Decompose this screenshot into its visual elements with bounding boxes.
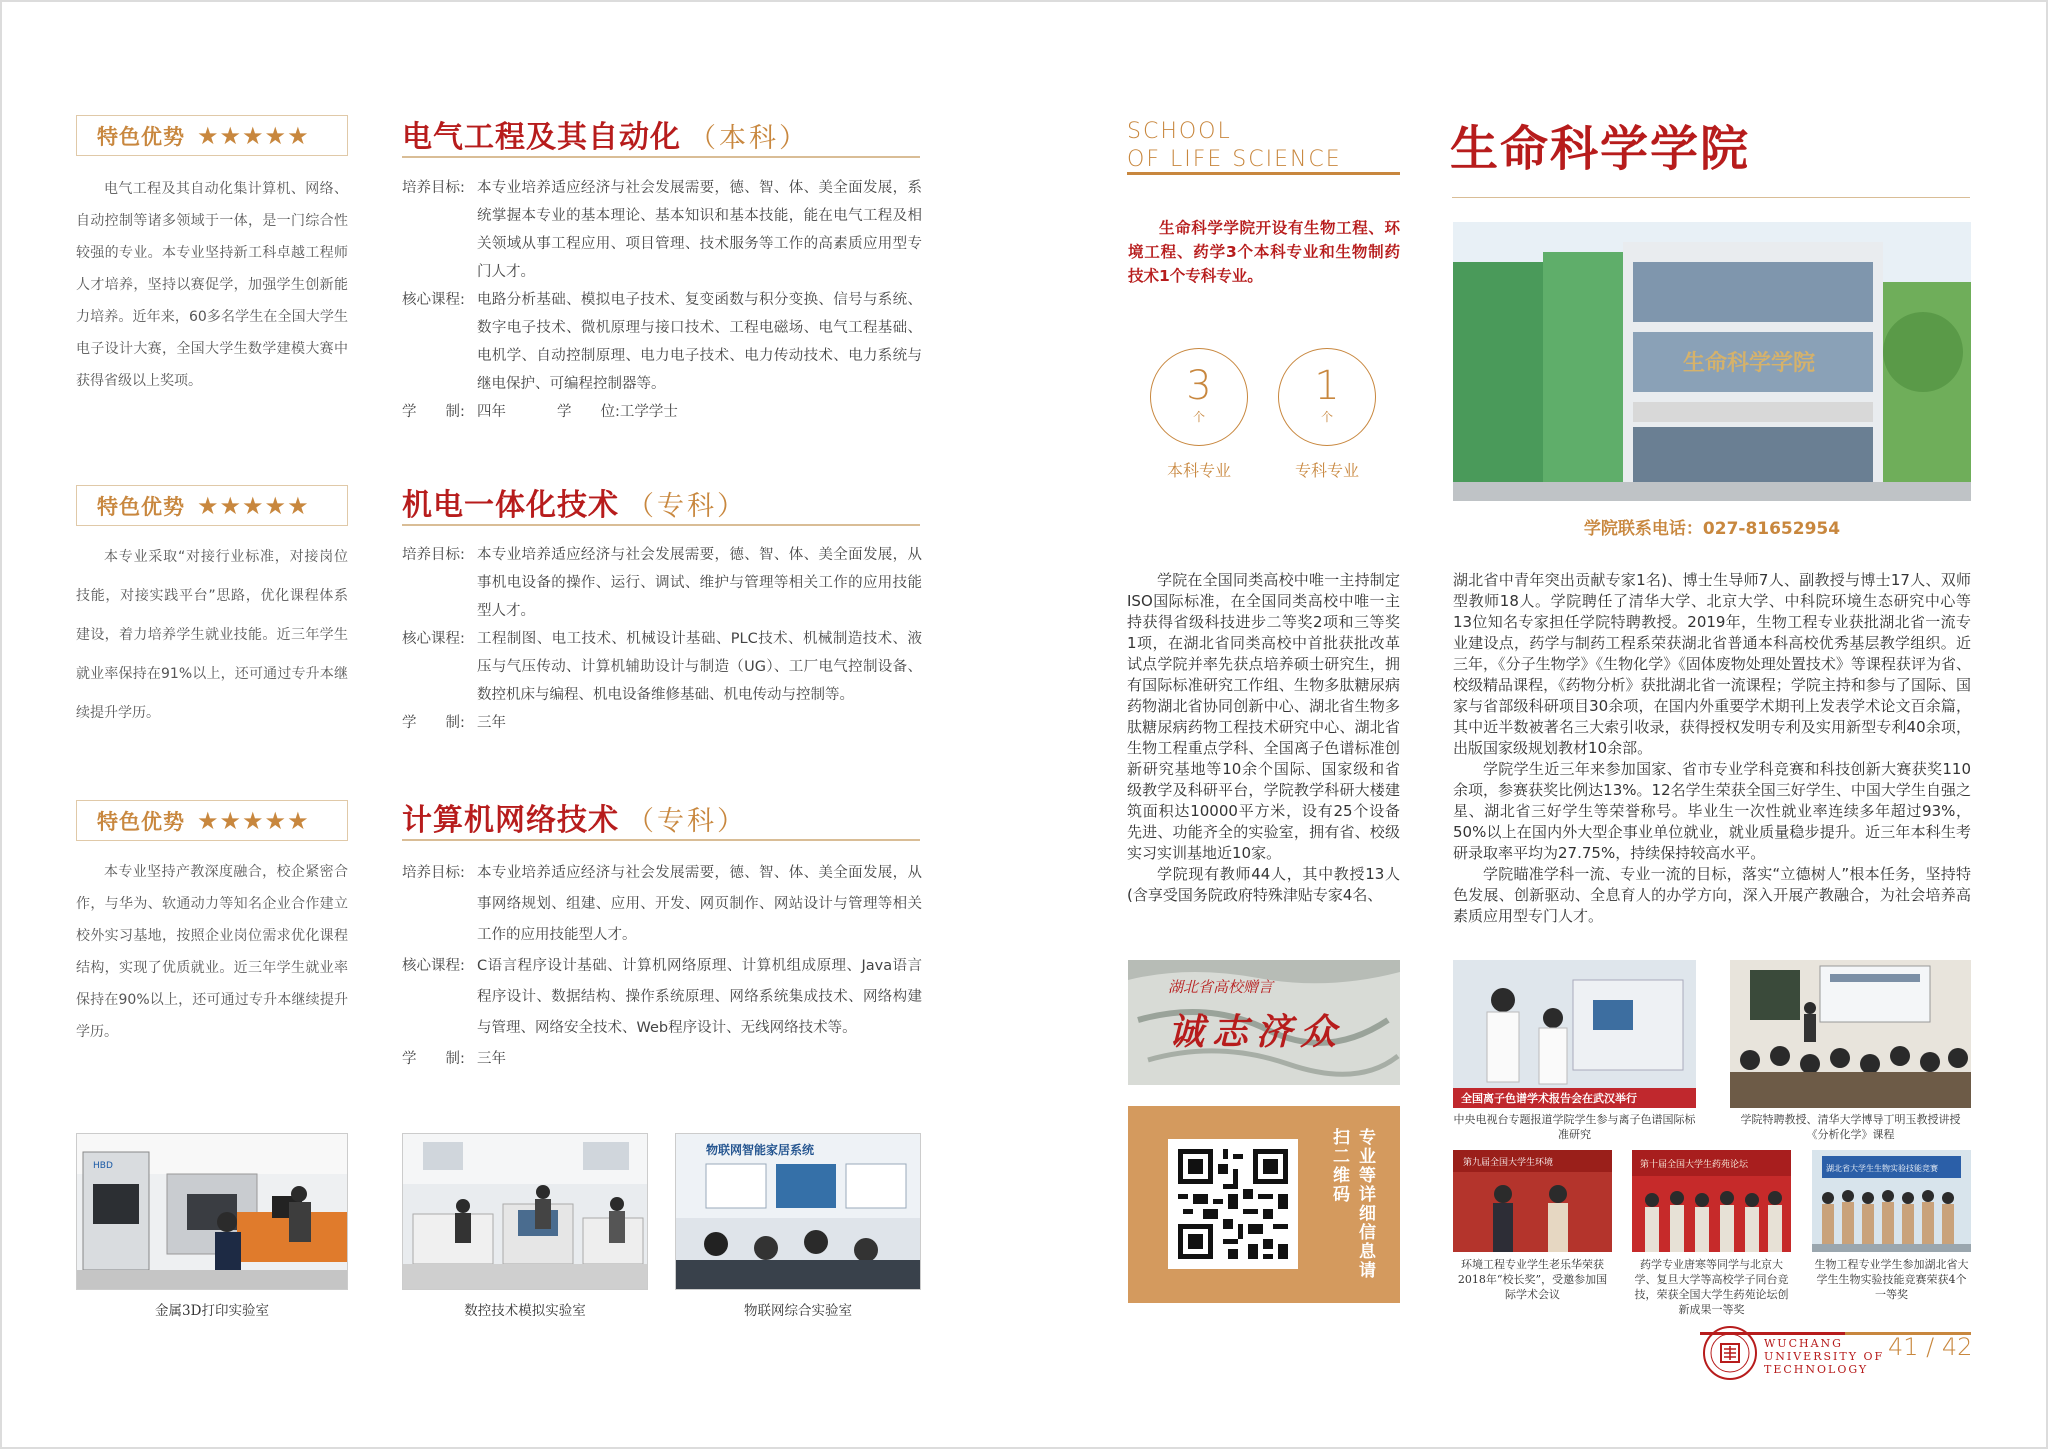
photo-caption: 药学专业唐寒等同学与北京大学、复旦大学等高校学子同台竞技，荣获全国大学生药苑论坛创新成果一等奖 [1634, 1258, 1789, 1316]
courses-text: C语言程序设计基础、计算机网络原理、计算机组成原理、Java语言程序设计、数据结构、操作系统原理、网络系统集成技术、网络构建与管理、网络安全技术、Web程序设计、无线网络技术等。 [477, 958, 922, 1036]
title-rule [1452, 197, 1970, 198]
college-title: 生命科学学院 [1450, 121, 1751, 177]
major-title [402, 795, 747, 839]
school-rule [1127, 172, 1400, 175]
major-name: 机电一体化技术 [402, 488, 619, 523]
courses-text: 工程制图、电工技术、机械设计基础、PLC技术、机械制造技术、液压与气压传动、计算机辅助设计与制造（UG）、工厂电气控制设备、数控机床与编程、机电设备维修基础、机电传动与控制等。 [477, 631, 922, 703]
courses-label: 核心课程: [402, 631, 465, 647]
duration-label: 学 制: [402, 1051, 465, 1067]
photo-caption: 环境工程专业学生老乐华荣获2018年“校长奖”，受邀参加国际学术会议 [1457, 1258, 1608, 1301]
courses-label: 核心课程: [402, 292, 465, 308]
event-photo-competition [1812, 1150, 1971, 1252]
inscription-stone-photo [1128, 960, 1400, 1085]
duration-label: 学 制: [402, 715, 465, 731]
photo-caption: 生物工程专业学生参加湖北省大学生生物实验技能竞赛荣获4个一等奖 [1814, 1258, 1969, 1301]
major-title [402, 480, 747, 524]
event-photo-lecture [1730, 960, 1971, 1108]
school-en-line2: OF LIFE SCIENCE [1127, 147, 1342, 172]
goal-label: 培养目标: [402, 547, 465, 563]
major-name: 电气工程及其自动化 [402, 120, 681, 155]
major-side-description: 电气工程及其自动化集计算机、网络、自动控制等诸多领域于一体，是一门综合性较强的专业。本专业坚持新工科卓越工程师人才培养，坚持以赛促学，加强学生创新能力培养。近年来，60多名学生在全国大学生电子设计大赛，全国大学生数学建模大赛中获得省级以上奖项。 [76, 181, 348, 389]
lab-photo-3d-printing [76, 1133, 348, 1290]
major-name: 计算机网络技术 [402, 803, 619, 838]
stat-unit: 个 [1192, 410, 1205, 424]
major-level: （专科） [627, 806, 747, 837]
university-seal-logo [1702, 1325, 1758, 1381]
badge-label: 特色优势 [97, 494, 185, 519]
photo-banner: 第十届全国大学生药苑论坛 [1640, 1160, 1749, 1170]
photo-caption: 中央电视台专题报道学院学生参与离子色谱国际标准研究 [1453, 1113, 1696, 1141]
body-paragraph: 学院瞄准学科一流、专业一流的目标，落实“立德树人”根本任务，坚持特色发展、创新驱动、全息育人的办学方向，深入开展产教融合，为社会培养高素质应用型专门人才。 [1453, 865, 1971, 925]
five-star-icon: ★★★★★ [197, 491, 310, 520]
duration-value: 三年 [477, 1051, 506, 1067]
event-photo-forum [1632, 1150, 1791, 1252]
college-building-photo [1453, 222, 1971, 501]
body-paragraph: 学院现有教师44人，其中教授13人(含享受国务院政府特殊津贴专家4名、 [1127, 865, 1400, 904]
title-rule [402, 839, 920, 841]
building-sign: 生命科学学院 [1683, 350, 1816, 376]
stat-label: 本科专业 [1166, 461, 1231, 480]
machine-sign: HBD [93, 1161, 113, 1171]
badge-label: 特色优势 [97, 809, 185, 834]
event-photo-cctv [1453, 960, 1696, 1108]
stat-label: 专科专业 [1294, 461, 1359, 480]
goal-text: 本专业培养适应经济与社会发展需要，德、智、体、美全面发展，从事网络规划、组建、应用、开发、网页制作、网站设计与管理等相关工作的应用技能型人才。 [477, 865, 922, 943]
photo-banner: 湖北省大学生生物实验技能竞赛 [1826, 1164, 1938, 1173]
feature-badge [76, 485, 348, 526]
school-english-name [1127, 118, 1342, 174]
major-details [402, 858, 922, 1075]
five-star-icon: ★★★★★ [197, 806, 310, 835]
goal-label: 培养目标: [402, 865, 465, 881]
college-intro: 生命科学学院开设有生物工程、环境工程、药学3个本科专业和生物制药技术1个专科专业。 [1128, 219, 1400, 285]
courses-text: 电路分析基础、模拟电子技术、复变函数与积分变换、信号与系统、数字电子技术、微机原理与接口技术、工程电磁场、电气工程基础、电机学、自动控制原理、电力电子技术、电力传动技术、电力系统与继电保护、可编程控制器等。 [477, 292, 922, 392]
body-paragraph: 学院学生近三年来参加国家、省市专业学科竞赛和科技创新大赛获奖110余项，参赛获奖比例达13%。12名学生荣获全国三好学生、中国大学生自强之星、湖北省三好学生等荣誉称号。毕业生一次性就业率连续多年超过93%，50%以上在国内外大型企事业单位就业，就业质量稳步提升。近三年本科生考研录取率平均为27.75%，持续保持较高水平。 [1453, 760, 1971, 862]
college-body-col1 [1127, 570, 1400, 906]
photo-caption: 物联网综合实验室 [744, 1303, 852, 1319]
stone-inscription-small: 湖北省高校赠言 [1168, 978, 1274, 996]
body-paragraph: 湖北省中青年突出贡献专家1名)、博士生导师7人、副教授与博士17人、双师型教师18人。学院聘任了清华大学、北京大学、中科院环境生态研究中心等13位知名专家担任学院特聘教授。2019年，生物工程专业获批湖北省一流专业建设点，药学与制药工程系荣获湖北省普通本科高校优秀基层教学组织。近三年，《分子生物学》《生物化学》《固体废物处理处置技术》等课程获评为省、校级精品课程，《药物分析》获批湖北省一流课程；学院主持和参与了国际、国家与省部级科研项目30余项，在国内外重要学术期刊上发表学术论文百余篇，其中近半数被著名三大索引收录，获得授权发明专利及实用新型专利40余项，出版国家级规划教材10余部。 [1453, 571, 1971, 757]
duration-value: 四年 [477, 404, 506, 420]
qr-code-panel [1128, 1106, 1400, 1303]
badge-label: 特色优势 [97, 124, 185, 149]
major-side-description: 本专业采取“对接行业标准，对接岗位技能，对接实践平台”思路，优化课程体系建设，着力培养学生就业技能。近三年学生就业率保持在91%以上，还可通过专升本继续提升学历。 [76, 549, 348, 721]
stone-inscription-large: 诚志济众 [1168, 1011, 1345, 1053]
college-body-col2 [1453, 570, 1971, 927]
feature-badge [76, 115, 348, 156]
degree-value: 工学学士 [619, 404, 678, 420]
univ-line: UNIVERSITY OF [1764, 1350, 1885, 1363]
iot-board-title: 物联网智能家居系统 [706, 1143, 815, 1157]
qr-instruction: 专业等详细信息请扫二维码 [1329, 1128, 1375, 1280]
photo-caption: 数控技术模拟实验室 [464, 1303, 586, 1319]
univ-line: WUCHANG [1764, 1337, 1843, 1350]
stat-circle-undergrad [1150, 348, 1248, 446]
five-star-icon: ★★★★★ [197, 121, 310, 150]
major-title [402, 112, 809, 156]
body-paragraph: 学院在全国同类高校中唯一主持制定ISO国际标准，在全国同类高校中唯一主持获得省级科技进步二等奖2项和三等奖1项，在湖北省同类高校中首批获批改革试点学院并率先获点培养硕士研究生，拥有国际标准研究工作组、生物多肽糖尿病药物湖北省协同创新中心、湖北省生物多肽糖尿病药物工程技术研究中心、湖北省生物工程重点学科、全国离子色谱标准创新研究基地等10余个国际、国家级和省级教学及科研平台，学院教学科研大楼建筑面积达10000平方米，设有25个设备先进、功能齐全的实验室，拥有省、校级实习实训基地近10家。 [1127, 571, 1400, 862]
duration-label: 学 制: [402, 404, 465, 420]
courses-label: 核心课程: [402, 958, 465, 974]
goal-label: 培养目标: [402, 180, 465, 196]
qr-code[interactable] [1168, 1139, 1298, 1269]
photo-caption: 金属3D打印实验室 [155, 1303, 269, 1319]
stat-circle-college [1278, 348, 1376, 446]
title-rule [402, 156, 920, 158]
stat-number: 3 [1186, 363, 1212, 409]
lab-photo-cnc [402, 1133, 648, 1290]
event-photo-award [1453, 1150, 1612, 1252]
school-en-line1: SCHOOL [1127, 119, 1232, 144]
stat-unit: 个 [1320, 410, 1333, 424]
photo-banner: 全国离子色谱学术报告会在武汉举行 [1461, 1092, 1637, 1105]
degree-label: 学 位: [557, 404, 620, 420]
goal-text: 本专业培养适应经济与社会发展需要，德、智、体、美全面发展，从事机电设备的操作、运行、调试、维护与管理等相关工作的应用技能型人才。 [477, 547, 922, 619]
university-name-en [1764, 1337, 1884, 1376]
lab-photo-iot [675, 1133, 921, 1290]
photo-caption: 学院特聘教授、清华大学博导丁明玉教授讲授《分析化学》课程 [1740, 1113, 1961, 1141]
major-level: （本科） [689, 123, 809, 154]
photo-banner: 第九届全国大学生环境 [1463, 1158, 1554, 1168]
duration-value: 三年 [477, 715, 506, 731]
page-numbers: 41 / 42 [1888, 1333, 1973, 1361]
univ-line: TECHNOLOGY [1764, 1363, 1869, 1376]
goal-text: 本专业培养适应经济与社会发展需要，德、智、体、美全面发展，系统掌握本专业的基本理论、基本知识和基本技能，能在电气工程及相关领域从事工程应用、项目管理、技术服务等工作的高素质应用型专门人才。 [477, 180, 922, 280]
major-details [402, 541, 922, 737]
major-side-description: 本专业坚持产教深度融合，校企紧密合作，与华为、软通动力等知名企业合作建立校外实习基地，按照企业岗位需求优化课程结构，实现了优质就业。近三年学生就业率保持在90%以上，还可通过专升本继续提升学历。 [76, 864, 348, 1040]
contact-phone: 学院联系电话：027-81652954 [1583, 519, 1841, 539]
major-details [402, 174, 922, 426]
major-level: （专科） [627, 491, 747, 522]
title-rule [402, 524, 920, 526]
feature-badge [76, 800, 348, 841]
stat-number: 1 [1314, 363, 1340, 409]
